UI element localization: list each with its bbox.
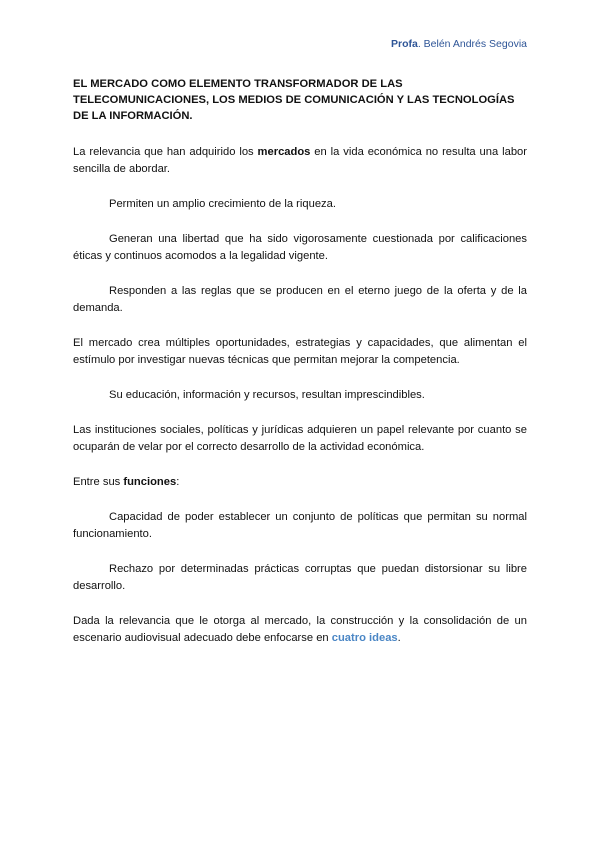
paragraph-funciones-intro xyxy=(73,474,527,491)
author-prefix: Profa xyxy=(390,38,418,50)
paragraph-text: Dada la relevancia que le otorga al mercado, la construcción y la consolidación de un escenario audiovisual adecuado debe enfocarse en xyxy=(73,615,527,644)
paragraph-text: La relevancia que han adquirido los xyxy=(73,146,258,158)
cuatro-ideas-link[interactable]: cuatro ideas xyxy=(331,632,398,644)
author-header xyxy=(391,38,527,50)
paragraph-conclusion xyxy=(73,613,527,647)
paragraph-rechazo: Rechazo por determinadas prácticas corruptas que puedan distorsionar su libre desarrollo. xyxy=(73,563,527,592)
bold-term-funciones: funciones xyxy=(123,476,177,488)
paragraph-text: en la vida económica no resulta una labor sencilla de abordar. xyxy=(73,146,527,175)
paragraph-instituciones: Las instituciones sociales, políticas y jurídicas adquieren un papel relevante por cuanto se ocuparán de velar por el correcto desarrollo de la actividad económica. xyxy=(73,424,527,453)
paragraph-text: . xyxy=(397,632,401,644)
paragraph-libertad: Generan una libertad que ha sido vigorosamente cuestionada por calificaciones éticas y continuos acomodos a la legalidad vigente. xyxy=(73,233,527,262)
paragraph-mercados-relevance xyxy=(73,144,527,178)
bold-term-mercados: mercados xyxy=(257,146,311,158)
paragraph-text: : xyxy=(176,476,180,488)
paragraph-politicas: Capacidad de poder establecer un conjunto de políticas que permitan su normal funcionamiento. xyxy=(73,511,527,540)
paragraph-oportunidades: El mercado crea múltiples oportunidades, estrategias y capacidades, que alimentan el estímulo por investigar nuevas técnicas que permitan mejorar la competencia. xyxy=(73,337,527,366)
paragraph-educacion: Su educación, información y recursos, resultan imprescindibles. xyxy=(109,389,425,401)
paragraph-riqueza: Permiten un amplio crecimiento de la riqueza. xyxy=(109,198,336,210)
document-body xyxy=(73,76,527,647)
document-title: EL MERCADO COMO ELEMENTO TRANSFORMADOR DE LAS TELECOMUNICACIONES, LOS MEDIOS DE COMUNICACIÓN Y LAS TECNOLOGÍAS DE LA INFORMACIÓN. xyxy=(73,78,515,122)
paragraph-oferta-demanda: Responden a las reglas que se producen en el eterno juego de la oferta y de la demanda. xyxy=(73,285,527,314)
paragraph-text: Entre sus xyxy=(73,476,124,488)
author-name: . Belén Andrés Segovia xyxy=(417,38,527,50)
